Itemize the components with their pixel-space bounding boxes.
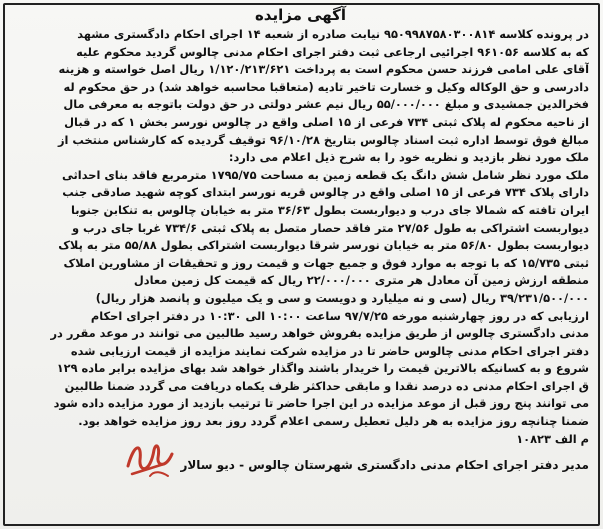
notice-ref-number: م الف ۱۰۸۲۳ bbox=[516, 431, 589, 446]
notice-line: مبالغ فوق توسط اداره ثبت اسناد چالوس بتاریخ ۹۶/۱۰/۲۸ توقیف گردیده که کارشناس منتخب از bbox=[57, 132, 589, 147]
signature-line: مدیر دفتر اجرای احکام مدنی دادگستری شهرستان چالوس - دیو سالار bbox=[180, 458, 589, 473]
notice-line: آقای علی امامی فرزند حسن محکوم است به پرداخت ۱/۱۲۰/۲۱۳/۶۲۱ ریال اصل خواسته و هزینه bbox=[58, 62, 589, 77]
notice-body bbox=[12, 26, 589, 448]
notice-line: از ناحیه محکوم له پلاک ثبتی ۷۳۴ فرعی از ۱۵ اصلی واقع در چالوس نورسر بخش ۱ که در قبال bbox=[64, 114, 589, 129]
notice-line: در پرونده کلاسه ۹۵۰۹۹۸۷۵۸۰۳۰۰۸۱۴ نیابت صادره از شعبه ۱۴ اجرای احکام دادگستری مشهد bbox=[77, 27, 589, 41]
notice-line: می توانند پنج روز قبل از موعد مزایده در این اجرا حاضر تا ترتیب بازدید از مورد مزایده داده شود bbox=[53, 396, 589, 411]
notice-line: منطقه ارزش زمین آن معادل هر متری ۲۲/۰۰۰/۰۰۰ ریال که قیمت کل زمین معادل bbox=[133, 273, 589, 288]
notice-title: آگهی مزایده bbox=[254, 6, 347, 24]
notice-line: ق اجرای احکام مدنی ده درصد نقدا و مابقی حداکثر ظرف یکماه دریافت می گردد ضمنا طالبین bbox=[64, 378, 589, 393]
notice-line: ۳۹/۲۳۱/۵۰۰/۰۰۰ ریال (سی و نه میلیارد و دویست و سی و یک میلیون و پانصد هزار ریال) bbox=[95, 290, 589, 305]
notice-line: شروع و به کسانیکه بالاترین قیمت را خریدار باشند واگذار خواهد شد بهای مزایده برابر ماده ۱۲۹ bbox=[56, 361, 589, 376]
notice-line: ملک مورد نظر بازدید و نظریه خود را به شرح ذیل اعلام می دارد: bbox=[228, 150, 589, 165]
notice-line: ایران تافته که شمالا جای درب و دیواربست بطول ۳۶/۶۳ متر به خیابان چالوس به تنکابن جنوبا bbox=[70, 202, 589, 217]
signature-row bbox=[12, 456, 589, 474]
notice-line: دارای پلاک ۷۳۴ فرعی از ۱۵ اصلی واقع در چالوس قریه نورسر ابتدای کوچه شهید صادقی جنب bbox=[62, 185, 589, 200]
notice-line: فخرالدین جمشیدی و مبلغ ۵۵/۰۰۰/۰۰۰ ریال نیم عشر دولتی در حق دولت باتوجه به معرفی مال bbox=[63, 97, 589, 112]
notice-line: ضمنا چنانچه روز مزایده به هر دلیل تعطیل رسمی اعلام گردد روز بعد روز مزایده خواهد بود. bbox=[78, 414, 589, 429]
notice-line: مدنی دادگستری چالوس از طریق مزایده بفروش خواهد رسید طالبین می توانند در موعد مقرر در bbox=[50, 326, 589, 341]
notice-line: که به کلاسه ۹۶۱۰۵۶ اجرائیی ارجاعی ثبت دفتر اجرای احکام مدنی چالوس گردید محکوم علیه bbox=[76, 44, 589, 59]
notice-line: ملک مورد نظر شامل شش دانگ یک قطعه زمین به مساحت ۱۷۹۵/۷۵ مترمربع فاقد بنای احداثی bbox=[62, 167, 589, 182]
notice-line: ثبتی ۱۵/۷۳۵ که با توجه به موارد فوق و جمیع جهات و قیمت روز و تحقیقات از مشاورین املاک bbox=[63, 255, 589, 270]
notice-line: دادرسی و حق الوکاله وکیل و خسارت تاخیر تادیه (متعاقبا محاسبه خواهد شد) در حق محکوم له bbox=[63, 79, 589, 94]
notice-line: دیواربست اشتراکی به طول ۲۷/۵۶ متر فاقد حصار متصل به پلاک ثبتی ۷۳۴/۶ غربا جای درب و bbox=[72, 220, 589, 235]
handwritten-signature-icon bbox=[120, 436, 180, 482]
notice-line: ارزیابی که در روز چهارشنبه مورخه ۹۷/۷/۲۵ ساعت ۱۰:۰۰ الی ۱۰:۳۰ در دفتر اجرای احکام bbox=[90, 308, 589, 323]
notice-line: دفتر اجرای احکام مدنی چالوس حاضر تا در مزایده شرکت نمایند مزایده از قیمت ارزیابی شده bbox=[70, 343, 589, 358]
notice-line: دیواربست بطول ۵۶/۸۰ متر به خیابان نورسر شرقا دیواربست اشتراکی بطول ۵۵/۸۸ متر به پلاک bbox=[58, 238, 589, 253]
